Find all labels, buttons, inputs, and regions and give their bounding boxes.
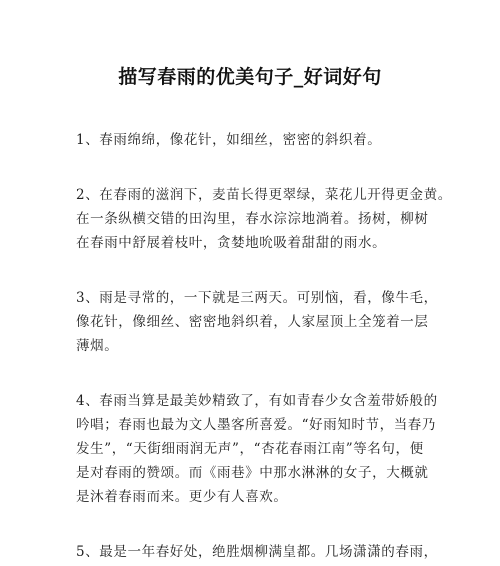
paragraph-1 [76, 128, 456, 152]
text-line: 是沐着春雨而来。更少有人喜欢。 [76, 489, 288, 505]
text-line: 5、最是一年春好处，绝胜烟柳满皇都。几场潇潇的春雨， [76, 544, 438, 560]
paragraph-4 [76, 389, 456, 509]
text-line: 在一条纵横交错的田沟里，春水淙淙地淌着。扬树，柳树 [76, 211, 429, 227]
text-line: 发生”，“天街细雨润无声”，“杏花春雨江南”等名句，便 [76, 441, 424, 457]
document-body [76, 128, 456, 566]
text-line: 薄烟。 [76, 338, 119, 354]
text-line: 像花针，像细丝、密密地斜织着，人家屋顶上全笼着一层 [76, 314, 429, 330]
document-title: 描写春雨的优美句子_好词好句 [118, 66, 382, 88]
paragraph-2 [76, 183, 456, 255]
text-line: 吟唱；春雨也最为文人墨客所喜爱。“好雨知时节，当春乃 [76, 417, 437, 433]
text-line: 1、春雨绵绵，像花针，如细丝，密密的斜织着。 [76, 132, 382, 148]
text-line: 4、春雨当算是最美妙精致了，有如青春少女含羞带娇般的 [76, 393, 438, 409]
text-line: 2、在春雨的滋润下，麦苗长得更翠绿，菜花儿开得更金黄。 [76, 187, 452, 203]
text-line: 3、雨是寻常的，一下就是三两天。可别恼，看，像牛毛， [76, 290, 438, 306]
paragraph-5 [76, 540, 456, 564]
text-line: 在春雨中舒展着枝叶，贪婪地吮吸着甜甜的雨水。 [76, 235, 387, 251]
text-line: 是对春雨的赞颂。而《雨巷》中那水淋淋的女子，大概就 [76, 465, 429, 481]
paragraph-3 [76, 286, 456, 358]
